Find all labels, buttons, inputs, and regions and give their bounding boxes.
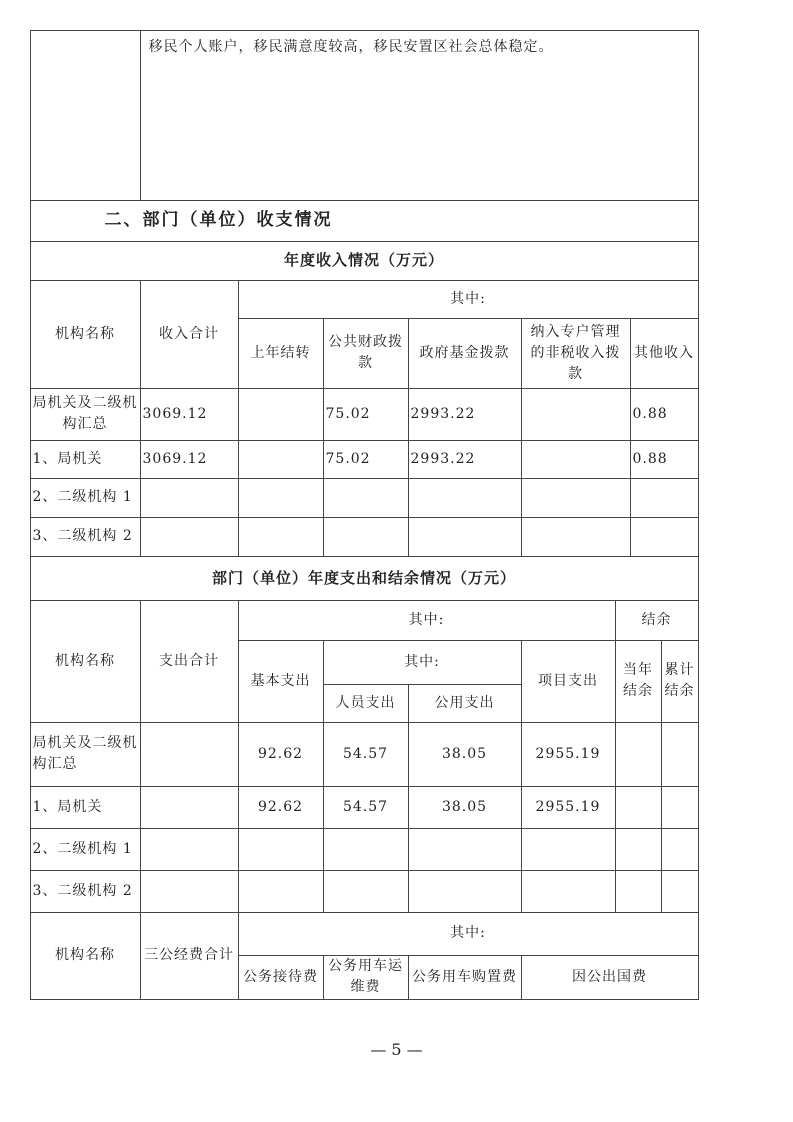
income-value: 0.88 [630, 388, 699, 441]
income-table-title: 年度收入情况（万元） [30, 241, 699, 281]
header-income-sub: 政府基金拨款 [408, 318, 522, 389]
income-value [521, 517, 631, 557]
income-value [323, 517, 409, 557]
row-org-name: 3、二级机构 2 [30, 517, 141, 557]
header-income-sub: 其他收入 [630, 318, 699, 389]
header-basic: 基本支出 [238, 640, 324, 723]
header-of-which: 其中: [238, 280, 699, 319]
income-value [323, 478, 409, 518]
header-three-public-sub: 公务接待费 [238, 955, 324, 1000]
income-value [238, 478, 324, 518]
expenditure-value [661, 786, 699, 829]
expenditure-value [615, 828, 662, 871]
income-value [238, 388, 324, 441]
expenditure-value [140, 828, 239, 871]
row-org-name: 2、二级机构 1 [30, 828, 141, 871]
row-org-name: 1、局机关 [30, 786, 141, 829]
section-heading: 二、部门（单位）收支情况 [30, 200, 699, 242]
header-of-which: 其中: [238, 600, 616, 641]
income-value: 3069.12 [140, 388, 239, 441]
header-public-use: 公用支出 [408, 684, 522, 723]
expenditure-value [521, 828, 616, 871]
income-value [238, 517, 324, 557]
expenditure-value: 2955.19 [521, 786, 616, 829]
expenditure-value [615, 786, 662, 829]
header-of-which: 其中: [238, 912, 699, 956]
header-income-sub: 纳入专户管理的非税收入拨款 [521, 318, 631, 389]
income-value [140, 478, 239, 518]
income-value [140, 517, 239, 557]
income-value [521, 478, 631, 518]
income-value [630, 517, 699, 557]
header-basic-of-which: 其中: [323, 640, 522, 685]
page-number: — 5 — [370, 1040, 423, 1059]
expenditure-value [661, 870, 699, 913]
expenditure-value [140, 786, 239, 829]
header-project: 项目支出 [521, 640, 616, 723]
header-three-public-total: 三公经费合计 [140, 912, 239, 1000]
header-personnel: 人员支出 [323, 684, 409, 723]
header-year-balance: 当年结余 [615, 640, 662, 723]
header-income-sub: 上年结转 [238, 318, 324, 389]
income-value [238, 440, 324, 479]
header-three-public-sub: 因公出国费 [521, 955, 699, 1000]
expenditure-value [408, 828, 522, 871]
income-value: 0.88 [630, 440, 699, 479]
header-org-name: 机构名称 [30, 600, 141, 723]
expenditure-value: 54.57 [323, 786, 409, 829]
expenditure-value [661, 722, 699, 787]
expenditure-value [238, 870, 324, 913]
header-balance: 结余 [615, 600, 699, 641]
expenditure-value [408, 870, 522, 913]
expenditure-value [323, 870, 409, 913]
header-income-sub: 公共财政拨款 [323, 318, 409, 389]
header-expenditure-total: 支出合计 [140, 600, 239, 723]
expenditure-value: 92.62 [238, 786, 324, 829]
header-org-name: 机构名称 [30, 912, 141, 1000]
row-org-name: 1、局机关 [30, 440, 141, 479]
income-value [630, 478, 699, 518]
row-org-name: 局机关及二级机构汇总 [30, 388, 141, 441]
income-value [408, 478, 522, 518]
expenditure-value [661, 828, 699, 871]
expenditure-value [140, 722, 239, 787]
income-value: 3069.12 [140, 440, 239, 479]
expenditure-value: 2955.19 [521, 722, 616, 787]
expenditure-value [615, 870, 662, 913]
expenditure-value [140, 870, 239, 913]
row-org-name: 3、二级机构 2 [30, 870, 141, 913]
income-value [408, 517, 522, 557]
row-org-name: 局机关及二级机构汇总 [30, 722, 141, 787]
income-value: 2993.22 [408, 388, 522, 441]
expenditure-value: 38.05 [408, 722, 522, 787]
income-value: 75.02 [323, 440, 409, 479]
expenditure-table-title: 部门（单位）年度支出和结余情况（万元） [30, 556, 699, 601]
header-three-public-sub: 公务用车运维费 [323, 955, 409, 1000]
income-value: 75.02 [323, 388, 409, 441]
expenditure-value: 92.62 [238, 722, 324, 787]
header-org-name: 机构名称 [30, 280, 141, 389]
expenditure-value [238, 828, 324, 871]
expenditure-value [521, 870, 616, 913]
blank-cell [30, 30, 141, 201]
income-value [521, 440, 631, 479]
expenditure-value: 38.05 [408, 786, 522, 829]
expenditure-value [615, 722, 662, 787]
expenditure-value: 54.57 [323, 722, 409, 787]
header-three-public-sub: 公务用车购置费 [408, 955, 522, 1000]
intro-text: 移民个人账户，移民满意度较高，移民安置区社会总体稳定。 [140, 30, 699, 201]
header-cumulative-balance: 累计结余 [661, 640, 699, 723]
income-value: 2993.22 [408, 440, 522, 479]
income-value [521, 388, 631, 441]
expenditure-value [323, 828, 409, 871]
row-org-name: 2、二级机构 1 [30, 478, 141, 518]
header-income-total: 收入合计 [140, 280, 239, 389]
